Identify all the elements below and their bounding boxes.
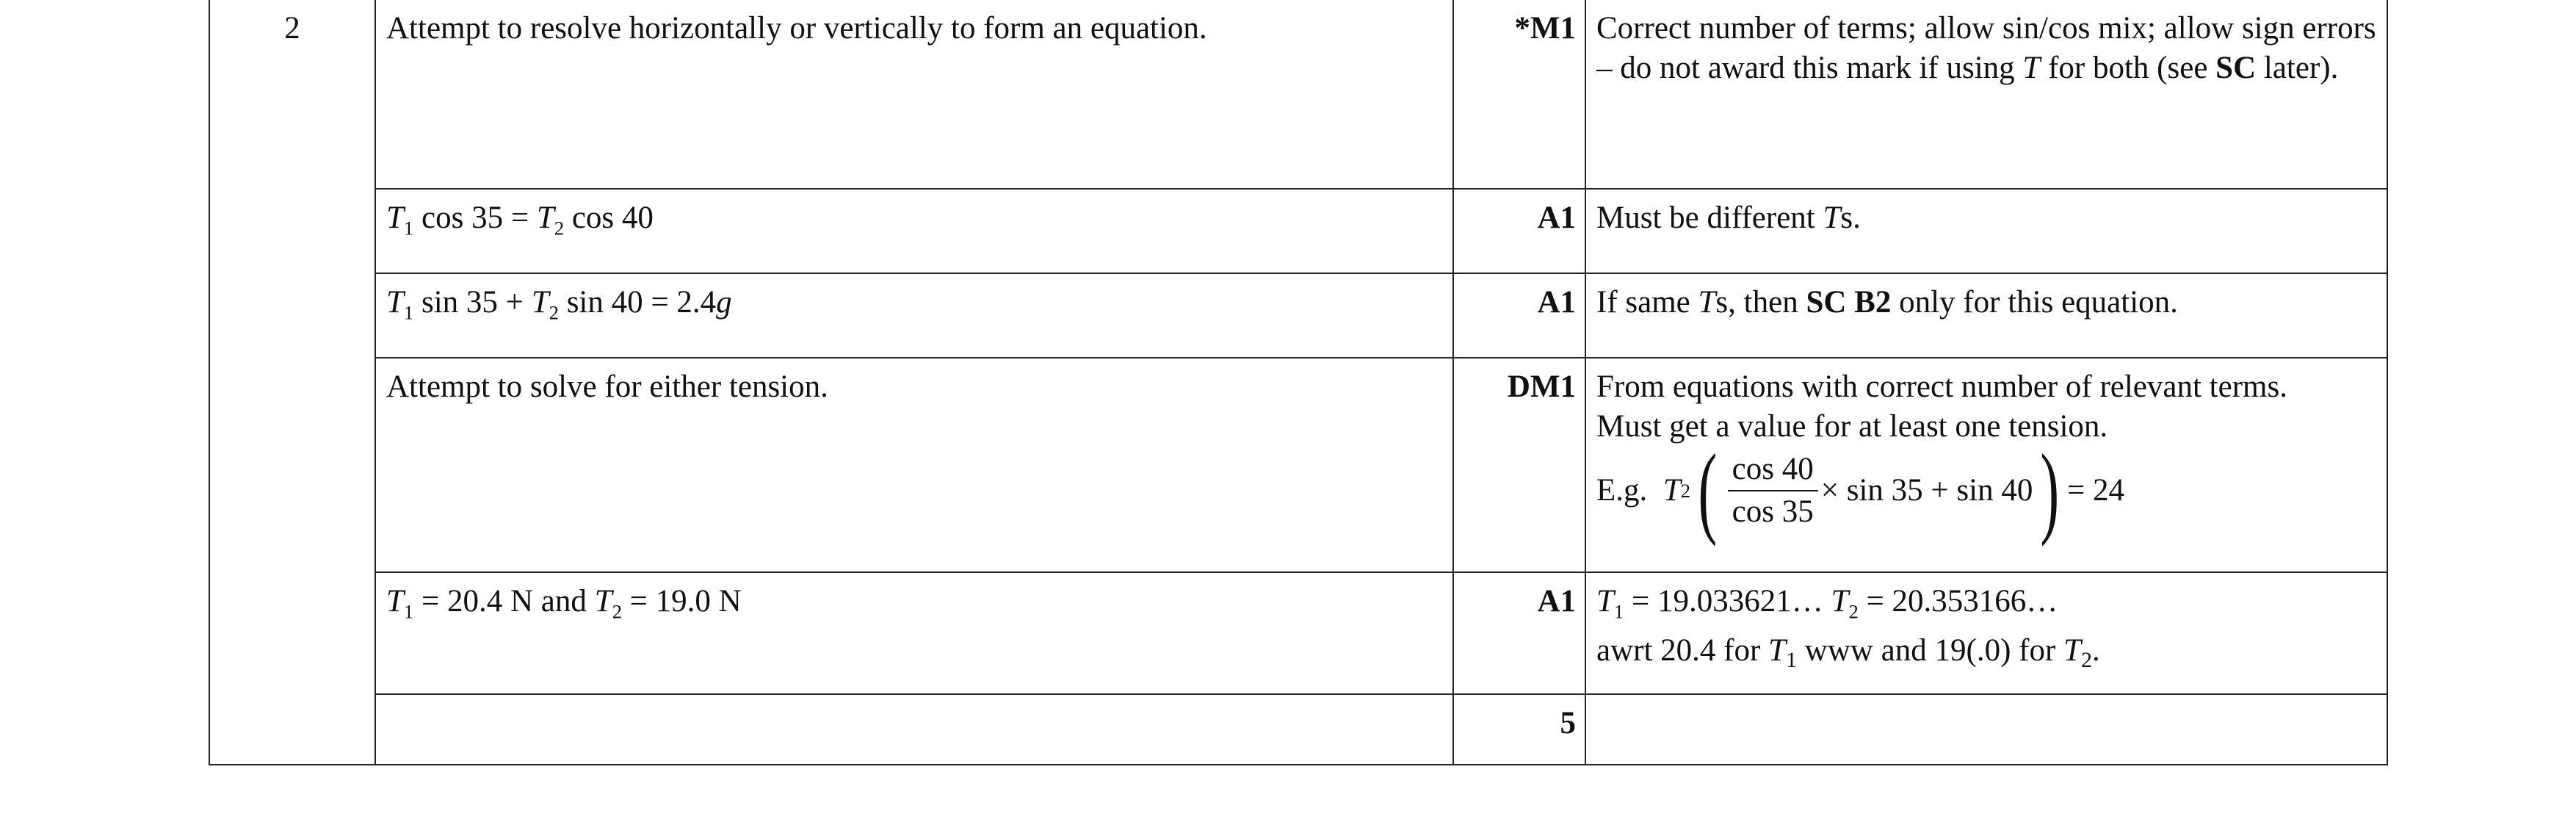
mark-cell: A1 — [1453, 572, 1585, 694]
subscript: 2 — [549, 301, 559, 324]
guidance-cell — [1585, 189, 2387, 273]
mark-cell: A1 — [1453, 273, 1585, 358]
subscript: 1 — [1785, 647, 1798, 673]
variable: T — [1823, 201, 1841, 235]
equation-text: cos 40 — [564, 201, 654, 235]
guidance-text: www and 19(.0) for — [1797, 633, 2064, 668]
left-paren: ( — [1698, 433, 1718, 547]
guidance-text: s, then — [1715, 285, 1806, 320]
guidance-text: Must be different — [1596, 201, 1823, 235]
guidance-bold: SC B2 — [1806, 285, 1892, 320]
subscript: 2 — [2080, 647, 2093, 673]
table-row — [209, 358, 2387, 572]
guidance-line — [1596, 582, 2378, 631]
equation-text: cos 35 = — [413, 201, 537, 235]
variable: T — [536, 201, 554, 235]
guidance-cell — [1585, 694, 2387, 765]
answer-cell — [375, 189, 1453, 273]
guidance-text: If same — [1596, 285, 1698, 320]
question-number: 2 — [209, 0, 375, 765]
variable: T — [594, 584, 612, 619]
variable: g — [716, 285, 732, 320]
guidance-bold: SC — [2215, 51, 2257, 85]
mark-cell: A1 — [1453, 189, 1585, 273]
subscript: 2 — [612, 600, 622, 623]
mark-cell: *M1 — [1453, 0, 1585, 189]
guidance-text: later). — [2256, 51, 2339, 85]
equation-text: × sin 35 + sin 40 — [1820, 473, 2033, 508]
guidance-cell — [1585, 273, 2387, 358]
right-paren: ) — [2040, 433, 2060, 547]
fraction — [1728, 449, 1818, 533]
variable: T — [1768, 633, 1786, 668]
subscript: 2 — [1680, 480, 1691, 502]
variable: T — [386, 285, 404, 320]
guidance-text: s. — [1840, 201, 1861, 235]
answer-cell — [375, 273, 1453, 358]
guidance-text: Correct number of terms; allow sin/cos mix; allow sign errors – do not award this mark if using — [1596, 11, 2376, 85]
subscript: 1 — [1613, 600, 1624, 623]
subscript: 1 — [403, 217, 414, 239]
guidance-text: . — [2092, 633, 2100, 668]
equation-text: = 20.353166… — [1858, 584, 2058, 619]
guidance-cell — [1585, 358, 2387, 572]
table-row — [209, 273, 2387, 358]
mark-cell: DM1 — [1453, 358, 1585, 572]
example-equation — [1596, 433, 2378, 547]
answer-cell — [375, 572, 1453, 694]
fraction-numerator: cos 40 — [1728, 449, 1818, 491]
fraction-denominator: cos 35 — [1732, 494, 1814, 529]
answer-text: Attempt to resolve horizontally or vertically to form an equation. — [386, 11, 1207, 46]
example-label: E.g. — [1596, 473, 1648, 508]
variable: T — [1663, 473, 1681, 508]
variable: T — [386, 201, 404, 235]
variable: T — [1596, 584, 1614, 619]
variable: T — [2063, 633, 2081, 668]
guidance-cell — [1585, 0, 2387, 189]
equation-text: sin 35 + — [413, 285, 532, 320]
mark-scheme-table — [209, 0, 2388, 765]
table-row — [209, 189, 2387, 273]
answer-cell — [375, 694, 1453, 765]
guidance-cell — [1585, 572, 2387, 694]
guidance-text: for both (see — [2040, 51, 2216, 85]
answer-text: Attempt to solve for either tension. — [386, 369, 828, 404]
table-row — [209, 572, 2387, 694]
subscript: 1 — [403, 301, 414, 324]
equation-result: = 24 — [2066, 473, 2124, 508]
subscript: 2 — [1848, 600, 1859, 623]
variable: T — [1831, 584, 1849, 619]
subscript: 1 — [403, 600, 414, 623]
variable: T — [1698, 285, 1716, 320]
variable: T — [386, 584, 404, 619]
variable: T — [2022, 51, 2041, 85]
equation-text: = 19.033621… — [1624, 584, 1831, 619]
answer-cell — [375, 358, 1453, 572]
guidance-text: From equations with correct number of relevant terms. — [1596, 369, 2287, 404]
equation-text: = 19.0 N — [621, 584, 742, 619]
equation-text: = 20.4 N and — [413, 584, 595, 619]
table-row — [209, 694, 2387, 765]
variable: T — [531, 285, 549, 320]
guidance-text: Must get a value for at least one tension. — [1596, 409, 2108, 444]
guidance-text: only for this equation. — [1891, 285, 2178, 320]
answer-cell — [375, 0, 1453, 189]
equation-text: sin 40 = 2.4 — [558, 285, 717, 320]
total-mark-cell: 5 — [1453, 694, 1585, 765]
subscript: 2 — [554, 217, 565, 239]
table-row — [209, 0, 2387, 189]
guidance-line — [1596, 631, 2378, 679]
guidance-text: awrt 20.4 for — [1596, 633, 1769, 668]
